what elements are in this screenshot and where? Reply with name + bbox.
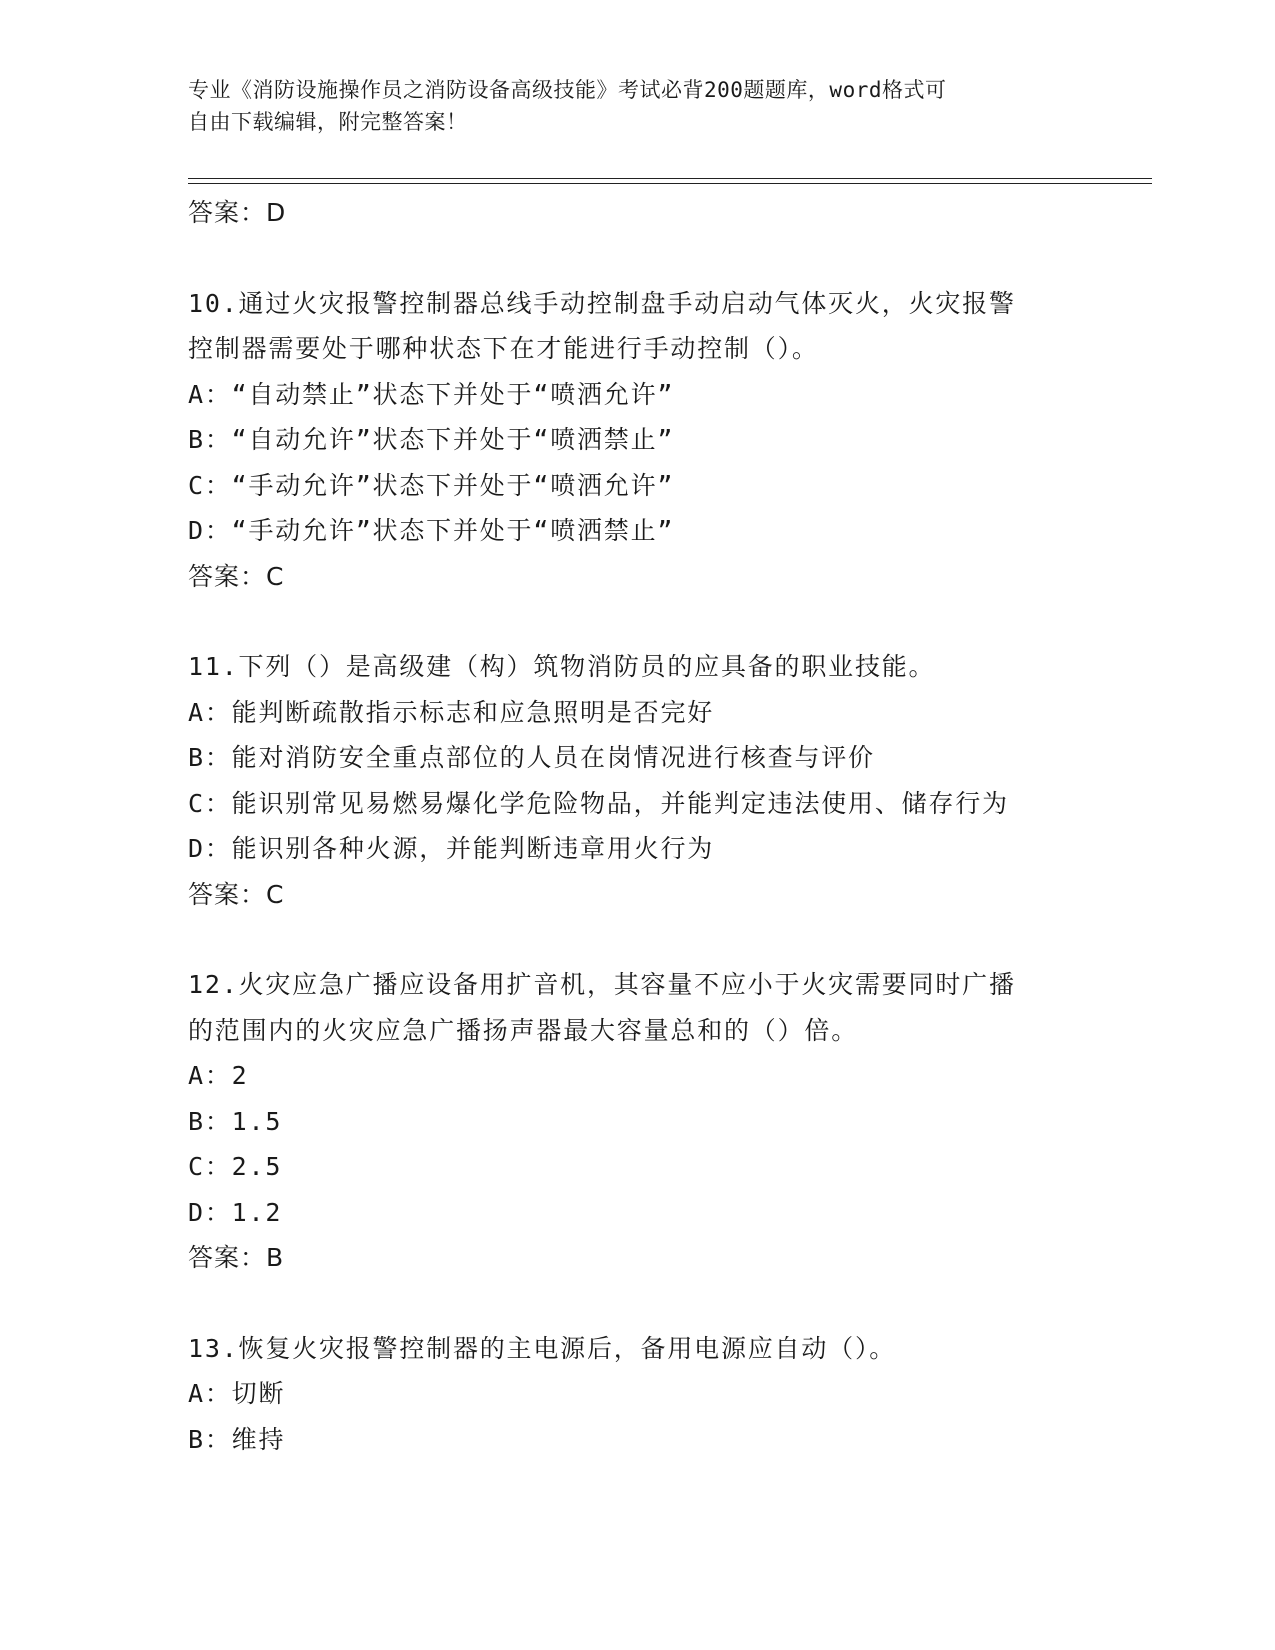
question-12-option-c: C：2.5 xyxy=(188,1152,283,1181)
question-12-option-d: D：1.2 xyxy=(188,1197,283,1227)
question-10-option-b: B：“自动允许”状态下并处于“喷洒禁止” xyxy=(188,425,675,454)
answer-q9: 答案：D xyxy=(188,198,287,227)
question-10-option-d: D：“手动允许”状态下并处于“喷洒禁止” xyxy=(188,516,675,545)
header-title-line-1: 专业《消防设施操作员之消防设备高级技能》考试必背200题题库，word格式可 xyxy=(188,78,947,102)
question-12-text-line-1: 12.火灾应急广播应设备用扩音机，其容量不应小于火灾需要同时广播 xyxy=(188,970,1016,999)
spacer xyxy=(188,917,1088,962)
spacer xyxy=(188,599,1088,644)
question-10-text-line-2: 控制器需要处于哪种状态下在才能进行手动控制（）。 xyxy=(188,334,819,363)
question-10-option-a: A：“自动禁止”状态下并处于“喷洒允许” xyxy=(188,379,675,409)
question-13-option-a: A：切断 xyxy=(188,1379,286,1408)
question-12-option-a: A：2 xyxy=(188,1061,249,1090)
question-11-text-line-1: 11.下列（）是高级建（构）筑物消防员的应具备的职业技能。 xyxy=(188,652,936,681)
question-13-option-b: B：维持 xyxy=(188,1424,286,1454)
question-12-text-line-2: 的范围内的火灾应急广播扬声器最大容量总和的（）倍。 xyxy=(188,1015,859,1045)
question-11-option-a: A：能判断疏散指示标志和应急照明是否完好 xyxy=(188,697,715,727)
answer-q11: 答案：C xyxy=(188,879,285,909)
spacer xyxy=(188,1281,1088,1326)
question-12 xyxy=(188,962,1088,1281)
answer-q12: 答案：B xyxy=(188,1243,285,1272)
header-divider-top xyxy=(188,178,1152,179)
question-12-option-b: B：1.5 xyxy=(188,1106,283,1136)
question-11-option-d: D：能识别各种火源，并能判断违章用火行为 xyxy=(188,834,715,863)
question-10-text-line-1: 10.通过火灾报警控制器总线手动控制盘手动启动气体灭火，火灾报警 xyxy=(188,288,1016,318)
spacer xyxy=(188,236,1088,281)
document-header xyxy=(188,74,1078,138)
header-title-line-2: 自由下载编辑，附完整答案！ xyxy=(188,110,468,134)
answer-q10: 答案：C xyxy=(188,561,285,591)
question-11 xyxy=(188,644,1088,917)
question-13-text-line-1: 13.恢复火灾报警控制器的主电源后，备用电源应自动（）。 xyxy=(188,1333,897,1363)
header-divider-bottom xyxy=(188,183,1152,184)
document-body xyxy=(188,190,1088,1462)
question-11-option-c: C：能识别常见易燃易爆化学危险物品，并能判定违法使用、储存行为 xyxy=(188,788,1009,818)
question-10 xyxy=(188,281,1088,600)
question-13 xyxy=(188,1326,1088,1463)
question-11-option-b: B：能对消防安全重点部位的人员在岗情况进行核查与评价 xyxy=(188,743,875,772)
question-10-option-c: C：“手动允许”状态下并处于“喷洒允许” xyxy=(188,470,675,500)
